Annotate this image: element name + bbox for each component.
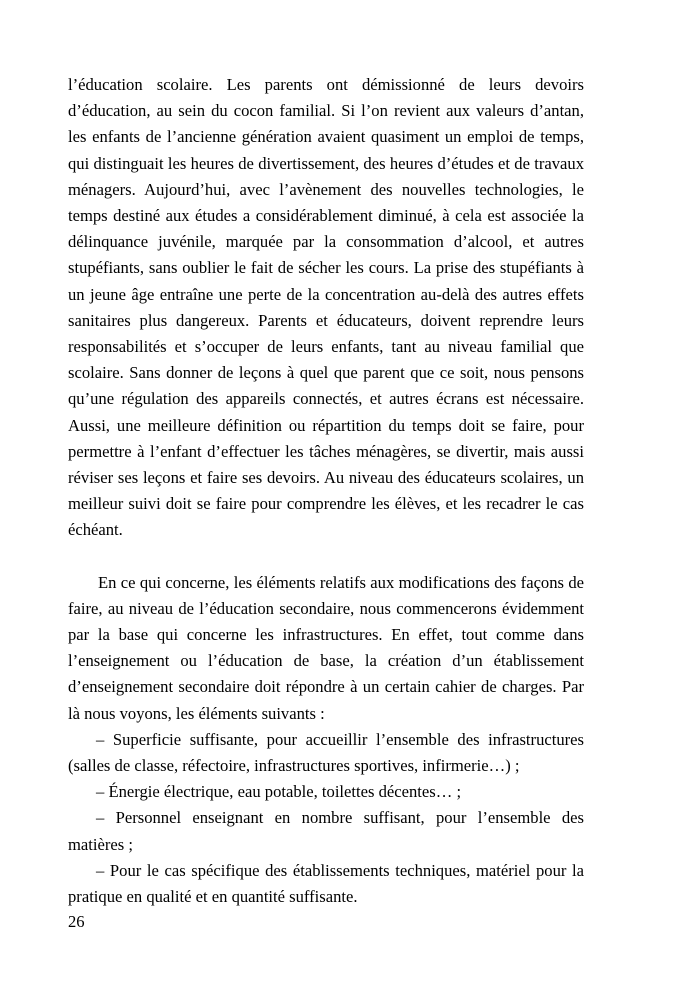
- paragraph-continued: l’éducation scolaire. Les parents ont démissionné de leurs devoirs d’éducation, au sein du cocon familial. Si l’on revient aux valeurs d’antan, les enfants de l’ancienne génération avaient quasiment un emploi de temps, qui distinguait les heures de divertissement, des heures d’études et de travaux ménagers. Aujourd’hui, avec l’avènement des nouvelles technologies, le temps destiné aux études a considérablement diminué, à cela est associée la délinquance juvénile, marquée par la consommation d’alcool, et autres stupéfiants, sans oublier le fait de sécher les cours. La prise des stupéfiants à un jeune âge entraîne une perte de la concentration au-delà des autres effets sanitaires plus dangereux. Parents et éducateurs, doivent reprendre leurs responsabilités et s’occuper de leurs enfants, tant au niveau familial que scolaire. Sans donner de leçons à quel que parent que ce soit, nous pensons qu’une régulation des appareils connectés, et autres écrans est nécessaire. Aussi, une meilleure définition ou répartition du temps doit se faire, pour permettre à l’enfant d’effectuer les tâches ménagères, se divertir, mais aussi réviser ses leçons et faire ses devoirs. Au niveau des éducateurs scolaires, un meilleur suivi doit se faire pour comprendre les élèves, et les recadrer le cas échéant.: [68, 75, 584, 540]
- paragraph-education-secondaire: En ce qui concerne, les éléments relatifs aux modifications des façons de faire, au niveau de l’éducation secondaire, nous commencerons évidemment par la base qui concerne les infrastructures. En effet, tout comme dans l’enseignement ou l’éducation de base, la création d’un établissement d’enseignement secondaire doit répondre à un certain cahier de charges. Par là nous voyons, les éléments suivants :: [68, 572, 584, 723]
- page-number: 26: [68, 912, 85, 931]
- list-item: – Superficie suffisante, pour accueillir l’ensemble des infrastructures (salles de classe, réfectoire, infrastructures sportives, infirmerie…) ;: [68, 729, 584, 776]
- list-item: – Énergie électrique, eau potable, toilettes décentes… ;: [96, 782, 462, 802]
- text-column: [68, 72, 584, 910]
- requirements-list: [68, 727, 584, 910]
- list-item: – Personnel enseignant en nombre suffisant, pour l’ensemble des matières ;: [68, 808, 584, 854]
- paragraph-spacer: [68, 544, 584, 570]
- list-item: – Pour le cas spécifique des établissements techniques, matériel pour la pratique en qualité et en quantité suffisante.: [68, 860, 584, 907]
